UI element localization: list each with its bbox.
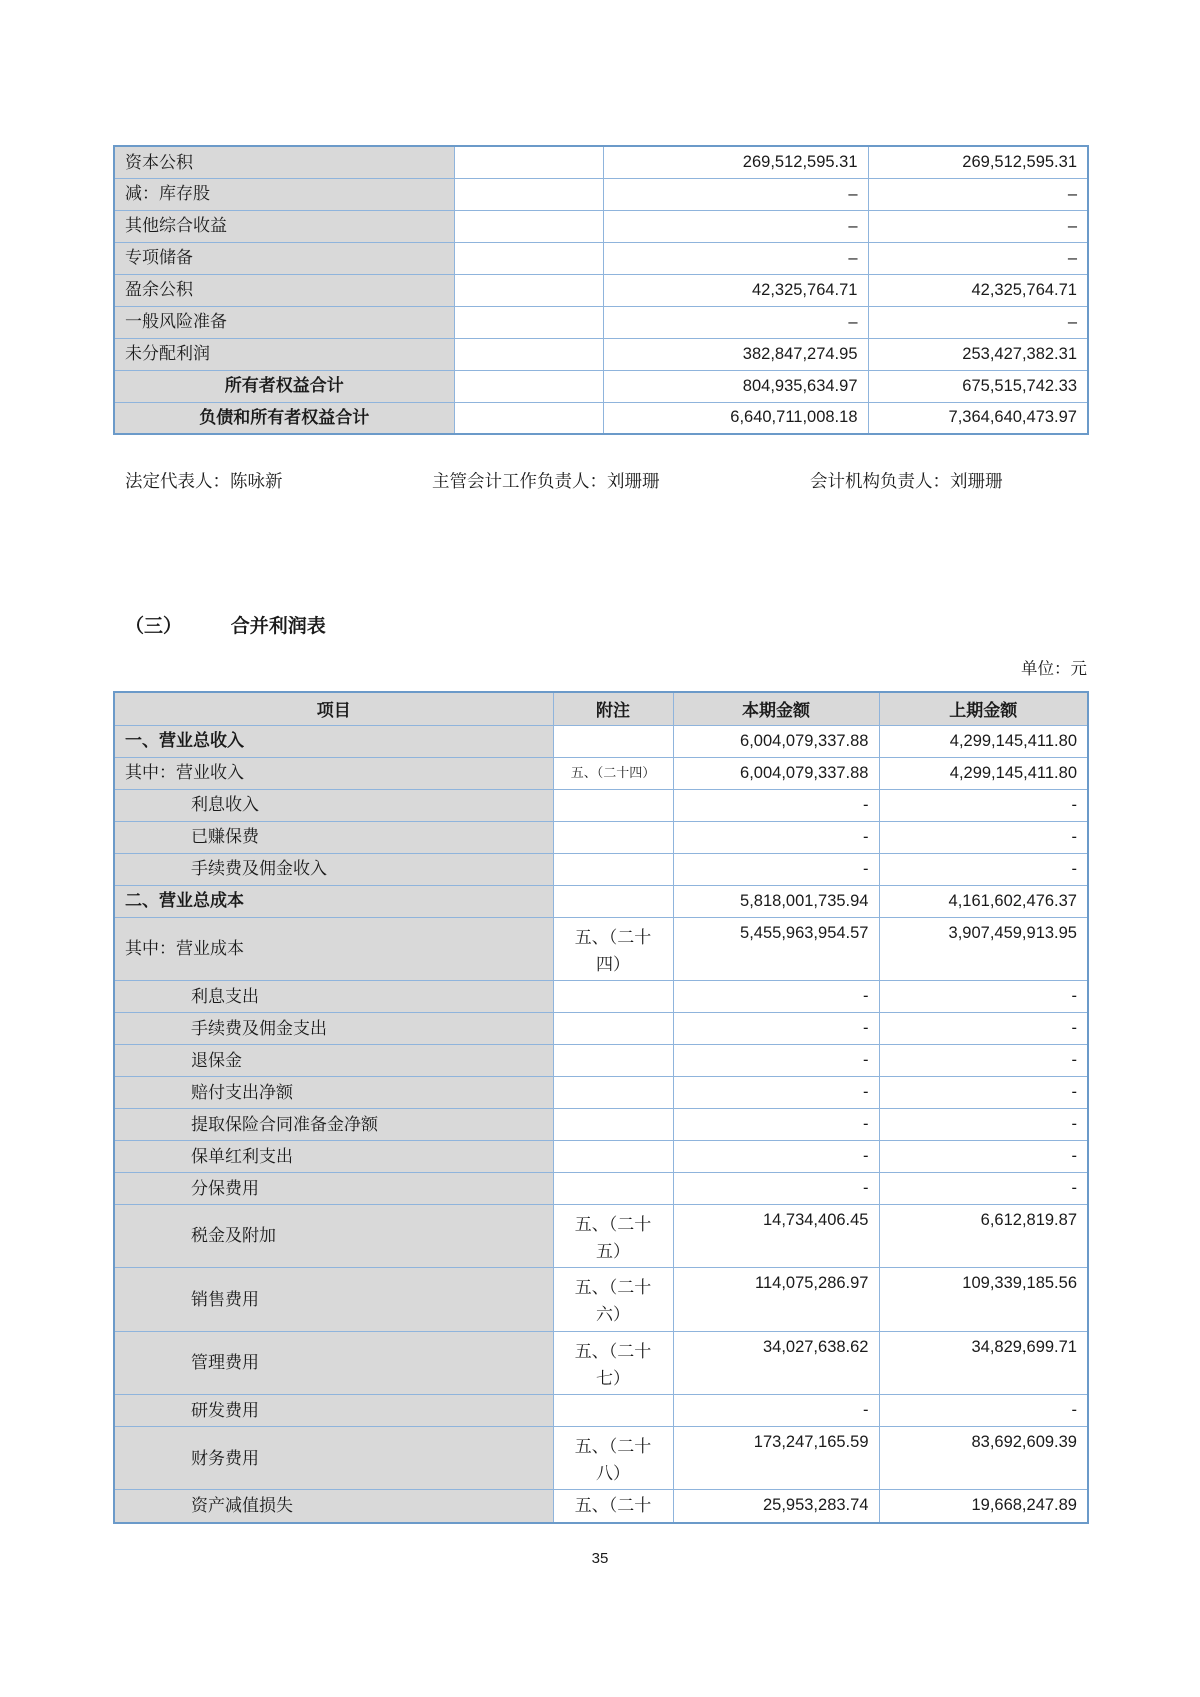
table-row — [114, 242, 1088, 274]
item-cell: 盈余公积 — [114, 274, 454, 306]
previous-amount-cell: - — [879, 853, 1088, 885]
note-cell — [454, 306, 603, 338]
previous-amount-cell: – — [868, 306, 1088, 338]
note-cell — [553, 1044, 673, 1076]
table-row — [114, 1172, 1088, 1204]
previous-amount-cell: - — [879, 1108, 1088, 1140]
current-amount-cell: 6,004,079,337.88 — [673, 725, 879, 757]
previous-amount-cell: – — [868, 242, 1088, 274]
item-cell: 利息收入 — [114, 789, 553, 821]
current-amount-cell: – — [603, 242, 868, 274]
item-cell: 提取保险合同准备金净额 — [114, 1108, 553, 1140]
current-amount-cell: - — [673, 1395, 879, 1427]
current-amount-cell: 5,818,001,735.94 — [673, 885, 879, 917]
table-row — [114, 1490, 1088, 1523]
note-cell — [553, 1076, 673, 1108]
note-cell: 五、（二十八） — [553, 1427, 673, 1490]
column-header-current-amount: 本期金额 — [673, 692, 879, 725]
table-row — [114, 178, 1088, 210]
previous-amount-cell: - — [879, 1172, 1088, 1204]
note-cell — [454, 178, 603, 210]
table-row — [114, 1140, 1088, 1172]
item-cell: 专项储备 — [114, 242, 454, 274]
previous-amount-cell: - — [879, 1076, 1088, 1108]
column-header-item: 项目 — [114, 692, 553, 725]
current-amount-cell: – — [603, 210, 868, 242]
item-cell: 手续费及佣金支出 — [114, 1012, 553, 1044]
previous-amount-cell: 19,668,247.89 — [879, 1490, 1088, 1523]
item-cell: 退保金 — [114, 1044, 553, 1076]
note-cell: 五、（二十四） — [553, 917, 673, 980]
previous-amount-cell: 34,829,699.71 — [879, 1331, 1088, 1394]
table-row — [114, 853, 1088, 885]
note-cell — [553, 1012, 673, 1044]
previous-amount-cell: – — [868, 178, 1088, 210]
table-row — [114, 1331, 1088, 1394]
item-cell: 赔付支出净额 — [114, 1076, 553, 1108]
item-cell: 管理费用 — [114, 1331, 553, 1394]
page-number: 35 — [591, 1550, 609, 1567]
current-amount-cell: – — [603, 178, 868, 210]
note-cell: 五、（二十六） — [553, 1268, 673, 1331]
note-cell — [454, 338, 603, 370]
note-cell — [553, 1108, 673, 1140]
income-statement-table — [113, 691, 1089, 1524]
current-amount-cell: - — [673, 1076, 879, 1108]
previous-amount-cell: 6,612,819.87 — [879, 1204, 1088, 1267]
previous-amount-cell: - — [879, 980, 1088, 1012]
previous-amount-cell: 675,515,742.33 — [868, 370, 1088, 402]
current-amount-cell: 382,847,274.95 — [603, 338, 868, 370]
table-row — [114, 1395, 1088, 1427]
current-amount-cell: 34,027,638.62 — [673, 1331, 879, 1394]
note-cell — [553, 1395, 673, 1427]
current-amount-cell: 14,734,406.45 — [673, 1204, 879, 1267]
item-cell: 二、营业总成本 — [114, 885, 553, 917]
item-cell: 研发费用 — [114, 1395, 553, 1427]
table-row — [114, 885, 1088, 917]
note-cell — [553, 853, 673, 885]
current-amount-cell: 804,935,634.97 — [603, 370, 868, 402]
note-cell — [454, 370, 603, 402]
previous-amount-cell: 4,161,602,476.37 — [879, 885, 1088, 917]
table-row — [114, 402, 1088, 434]
current-amount-cell: - — [673, 1012, 879, 1044]
balance-sheet-table — [113, 145, 1089, 435]
table-row — [114, 1012, 1088, 1044]
unit-label: 单位：元 — [1021, 659, 1087, 678]
current-amount-cell: - — [673, 789, 879, 821]
note-cell — [454, 242, 603, 274]
previous-amount-cell: 269,512,595.31 — [868, 146, 1088, 178]
previous-amount-cell: 4,299,145,411.80 — [879, 725, 1088, 757]
note-cell — [553, 980, 673, 1012]
table-row — [114, 1427, 1088, 1490]
table-row — [114, 917, 1088, 980]
signature-line — [0, 468, 1200, 494]
item-cell: 减：库存股 — [114, 178, 454, 210]
item-cell: 其他综合收益 — [114, 210, 454, 242]
current-amount-cell: - — [673, 980, 879, 1012]
item-cell: 未分配利润 — [114, 338, 454, 370]
section-heading — [125, 611, 326, 638]
previous-amount-cell: - — [879, 1395, 1088, 1427]
column-header-previous-amount: 上期金额 — [879, 692, 1088, 725]
table-row — [114, 821, 1088, 853]
table-row — [114, 1268, 1088, 1331]
chief-accounting-officer-text: 主管会计工作负责人：刘珊珊 — [432, 471, 660, 491]
table-row — [114, 725, 1088, 757]
current-amount-cell: 6,640,711,008.18 — [603, 402, 868, 434]
note-cell — [553, 789, 673, 821]
table-row — [114, 306, 1088, 338]
note-cell — [553, 725, 673, 757]
column-header-note: 附注 — [553, 692, 673, 725]
note-cell: 五、（二十五） — [553, 1204, 673, 1267]
previous-amount-cell: – — [868, 210, 1088, 242]
table-row — [114, 1044, 1088, 1076]
current-amount-cell: - — [673, 1108, 879, 1140]
table-row — [114, 757, 1088, 789]
current-amount-cell: - — [673, 1044, 879, 1076]
table-row — [114, 146, 1088, 178]
note-cell — [553, 1140, 673, 1172]
item-cell: 一、营业总收入 — [114, 725, 553, 757]
table-row — [114, 338, 1088, 370]
note-cell — [553, 821, 673, 853]
item-cell: 资产减值损失 — [114, 1490, 553, 1523]
current-amount-cell: - — [673, 1140, 879, 1172]
previous-amount-cell: 253,427,382.31 — [868, 338, 1088, 370]
income-table-header-row — [114, 692, 1088, 725]
current-amount-cell: 25,953,283.74 — [673, 1490, 879, 1523]
previous-amount-cell: - — [879, 821, 1088, 853]
previous-amount-cell: 7,364,640,473.97 — [868, 402, 1088, 434]
item-cell: 所有者权益合计 — [114, 370, 454, 402]
previous-amount-cell: 42,325,764.71 — [868, 274, 1088, 306]
item-cell: 其中：营业收入 — [114, 757, 553, 789]
note-cell: 五、（二十 — [553, 1490, 673, 1523]
accounting-department-head-text: 会计机构负责人：刘珊珊 — [810, 471, 1003, 491]
table-row — [114, 980, 1088, 1012]
item-cell: 已赚保费 — [114, 821, 553, 853]
current-amount-cell: 173,247,165.59 — [673, 1427, 879, 1490]
current-amount-cell: 6,004,079,337.88 — [673, 757, 879, 789]
legal-representative-text: 法定代表人：陈咏新 — [125, 471, 283, 491]
note-cell — [454, 146, 603, 178]
note-cell — [454, 210, 603, 242]
table-row — [114, 1204, 1088, 1267]
current-amount-cell: 269,512,595.31 — [603, 146, 868, 178]
current-amount-cell: 114,075,286.97 — [673, 1268, 879, 1331]
previous-amount-cell: - — [879, 789, 1088, 821]
table-row — [114, 789, 1088, 821]
item-cell: 一般风险准备 — [114, 306, 454, 338]
current-amount-cell: - — [673, 1172, 879, 1204]
table-row — [114, 274, 1088, 306]
item-cell: 分保费用 — [114, 1172, 553, 1204]
section-number: （三） — [125, 616, 183, 637]
item-cell: 财务费用 — [114, 1427, 553, 1490]
item-cell: 税金及附加 — [114, 1204, 553, 1267]
current-amount-cell: 5,455,963,954.57 — [673, 917, 879, 980]
note-cell — [553, 885, 673, 917]
previous-amount-cell: - — [879, 1140, 1088, 1172]
note-cell — [553, 1172, 673, 1204]
previous-amount-cell: 4,299,145,411.80 — [879, 757, 1088, 789]
section-title: 合并利润表 — [230, 616, 326, 637]
table-row — [114, 370, 1088, 402]
previous-amount-cell: - — [879, 1012, 1088, 1044]
item-cell: 其中：营业成本 — [114, 917, 553, 980]
table-row — [114, 1108, 1088, 1140]
item-cell: 销售费用 — [114, 1268, 553, 1331]
previous-amount-cell: - — [879, 1044, 1088, 1076]
item-cell: 利息支出 — [114, 980, 553, 1012]
item-cell: 资本公积 — [114, 146, 454, 178]
previous-amount-cell: 3,907,459,913.95 — [879, 917, 1088, 980]
note-cell — [454, 402, 603, 434]
current-amount-cell: – — [603, 306, 868, 338]
item-cell: 负债和所有者权益合计 — [114, 402, 454, 434]
current-amount-cell: - — [673, 853, 879, 885]
table-row — [114, 210, 1088, 242]
previous-amount-cell: 109,339,185.56 — [879, 1268, 1088, 1331]
current-amount-cell: 42,325,764.71 — [603, 274, 868, 306]
note-cell: 五、（二十四） — [553, 757, 673, 789]
previous-amount-cell: 83,692,609.39 — [879, 1427, 1088, 1490]
item-cell: 手续费及佣金收入 — [114, 853, 553, 885]
item-cell: 保单红利支出 — [114, 1140, 553, 1172]
table-row — [114, 1076, 1088, 1108]
current-amount-cell: - — [673, 821, 879, 853]
note-cell: 五、（二十七） — [553, 1331, 673, 1394]
note-cell — [454, 274, 603, 306]
